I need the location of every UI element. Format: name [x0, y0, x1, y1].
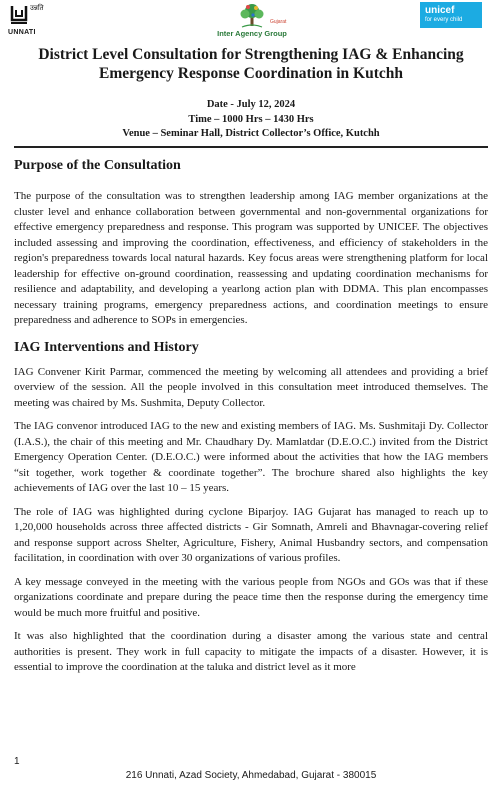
section-purpose	[14, 157, 488, 329]
paragraph: IAG Convener Kirit Parmar, commenced the meeting by welcoming all attendees and providing a brief overview of the session. All the people involved in this consultation meet introduced themselves. The meeting was chaired by Ms. Sushmita, Deputy Collector.	[14, 365, 488, 409]
center-logo-tag: Gujarat	[270, 19, 287, 25]
meeting-details	[10, 98, 492, 142]
page-number: 1	[14, 756, 20, 767]
unnati-mark-icon	[10, 4, 28, 26]
header-divider	[14, 146, 488, 148]
section-iag-interventions	[14, 339, 488, 676]
inter-agency-group-logo	[204, 1, 300, 41]
unicef-logo	[420, 2, 482, 28]
paragraph: The purpose of the consultation was to strengthen leadership among IAG member organizations at the cluster level and enhance collaboration between governmental and non-governmental organizations for effective emergency preparedness and response. This program was supported by UNICEF. The objectives included assessing and improving the coordination, effectiveness, and efficiency of stakeholders in the region's preparedness towards local natural hazards. Key focus areas were strengthening platform for local leadership for effective on-ground coordination, reassessing and updating coordination mechanisms for resilience and adaptability, and developing a yearlong action plan with DDMA. This plan encompasses necessary training programs, emergency preparedness actions, and coordination meetings to ensure preparedness and adherence to SOPs in emergencies.	[14, 190, 488, 326]
meeting-time: Time – 1000 Hrs – 1430 Hrs	[188, 113, 314, 125]
meeting-date: Date - July 12, 2024	[206, 99, 296, 110]
unnati-name: UNNATI	[8, 29, 36, 36]
paragraph: The IAG convenor introduced IAG to the new and existing members of IAG. Ms. Sushmitaji Dy. Collector (I.A.S.), the chair of this meeting and Mr. Chaudhary Dy. Mamlatdar (D.E.O.C.) invited from the District Emergency Operation Center. (D.E.O.C.) were informed about the activities that how the IAG members “sit together, work together & coordinate together”. The brochure shared also highlights the key achievements of IAG over the last 10 – 15 years.	[14, 420, 488, 494]
center-logo-name: Inter Agency Group	[217, 29, 287, 38]
document-body	[14, 157, 488, 684]
section-heading: Purpose of the Consultation	[14, 158, 181, 173]
unicef-brand: unicef	[425, 5, 455, 16]
page-header	[0, 0, 502, 42]
section-heading: IAG Interventions and History	[14, 339, 199, 355]
document-title: District Level Consultation for Strengthening IAG & Enhancing Emergency Response Coordination in Kutchh	[38, 46, 464, 82]
paragraph: A key message conveyed in the meeting with the various people from NGOs and GOs was that if these organizations coordinate and prepare during the peace time then the response during the emergency time would be much more fruitful and positive.	[14, 575, 488, 619]
meeting-venue: Venue – Seminar Hall, District Collector’s Office, Kutchh	[122, 128, 380, 139]
unicef-tagline: for every child	[425, 17, 463, 23]
tree-icon	[236, 1, 268, 29]
paragraph: It was also highlighted that the coordination during a disaster among the various state and central authorities is present. They work in full capacity to mitigate the impacts of a disaster. However, it is essential to improve the coordination at the taluka and district level as it more	[14, 630, 488, 673]
footer-address: 216 Unnati, Azad Society, Ahmedabad, Gujarat - 380015	[125, 770, 377, 781]
paragraph: The role of IAG was highlighted during cyclone Biparjoy. IAG Gujarat has managed to reach up to 1,20,000 households across three affected districts - Gir Somnath, Amreli and Bhavnagar-covering relief and response support across Shelter, Agriculture, Fishery, Animal Husbandry sectors, and compensation facilitation, in coordination with over 30 organizations of various profiles.	[14, 505, 488, 564]
unnati-hindi-text: उन्नति	[30, 4, 44, 12]
unnati-logo	[6, 2, 46, 40]
